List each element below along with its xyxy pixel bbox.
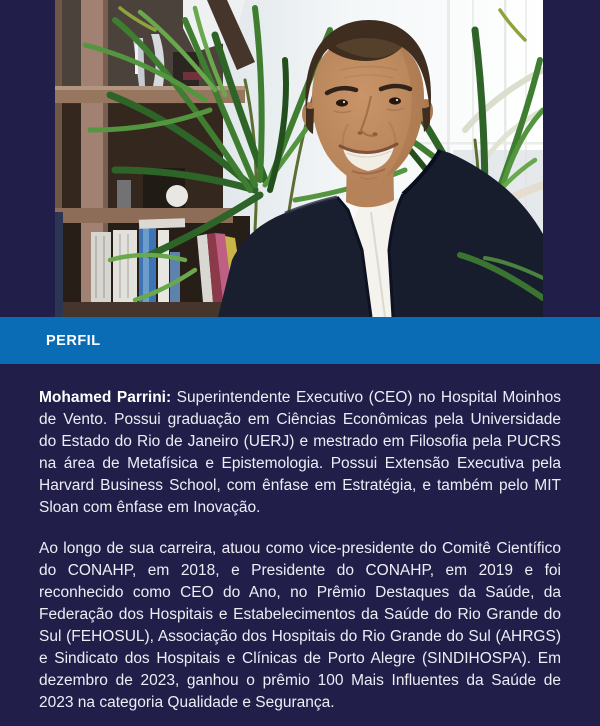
bio-paragraph-career: Ao longo de sua carreira, atuou como vice-presidente do Comitê Científico do CONAHP, em 2018, e Presidente do CONAHP, em 2019 e foi reconhecido como CEO do Ano, no Prêmio Destaques da Saúde, da Federação dos Hospitais e Estabelecimentos da Saúde do Rio Grande do Sul (FEHOSUL), Associação dos Hospitais do Rio Grande do Sul (AHRGS) e Sindicato dos Hospitais e Clínicas de Porto Alegre (SINDIHOSPA). Em dezembro de 2023, ganhou o prêmio 100 Mais Influentes da Saúde de 2023 na categoria Qualidade e Segurança. [39, 540, 561, 711]
section-band [0, 317, 600, 364]
bio-text-block [0, 364, 600, 726]
bio-intro-text: Superintendente Executivo (CEO) no Hospital Moinhos de Vento. Possui graduação em Ciências Econômicas pela Universidade do Estado do Rio de Janeiro (UERJ) e mestrado em Filosofia pela PUCRS na área de Metafísica e Epistemologia. Possui Extensão Executiva pela Harvard Business School, com ênfase em Estratégia, e também pelo MIT Sloan com ênfase em Inovação. [39, 389, 561, 516]
bio-paragraph-intro [39, 387, 561, 519]
profile-photo [55, 0, 543, 317]
section-title: PERFIL [46, 332, 101, 349]
profile-photo-illustration [55, 0, 543, 317]
person-name: Mohamed Parrini: [39, 389, 172, 406]
